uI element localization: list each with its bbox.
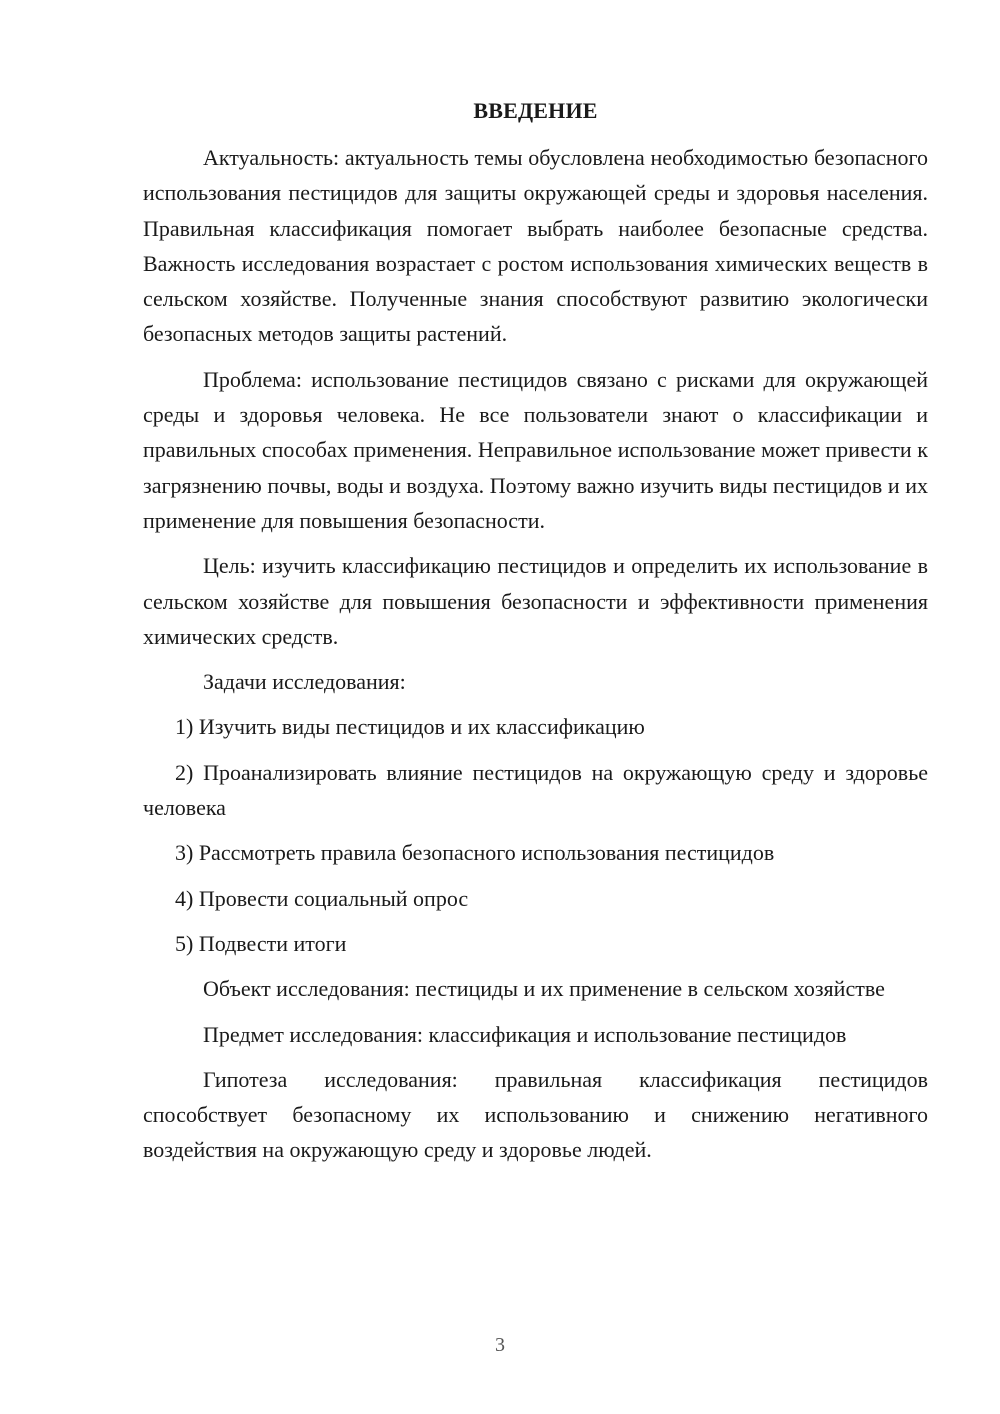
list-item: 5) Подвести итоги [175,930,347,956]
list-item: 1) Изучить виды пестицидов и их классификацию [175,714,645,740]
list-item: 3) Рассмотреть правила безопасного использования пестицидов [175,840,775,866]
list-item: 4) Провести социальный опрос [175,885,469,911]
page-title: ВВЕДЕНИЕ [473,98,598,123]
list-item: 2) Проанализировать влияние пестицидов на окружающую среду и здоровье человека [143,759,928,821]
page-number: 3 [495,1334,505,1356]
paragraph-problem: Проблема: использование пестицидов связано с рисками для окружающей среды и здоровья человека. Не все пользователи знают о классификации и правильных способах применения. Неправильное использование может привести к загрязнению почвы, воды и воздуха. Поэтому важно изучить виды пестицидов и их применение для повышения безопасности. [143,366,928,533]
paragraph-hypothesis: Гипотеза исследования: правильная классификация пестицидов способствует безопасному их использованию и снижению негативного воздействия на окружающую среду и здоровье людей. [143,1066,928,1163]
paragraph-tasks-heading: Задачи исследования: [203,669,406,695]
paragraph-goal: Цель: изучить классификацию пестицидов и определить их использование в сельском хозяйстве для повышения безопасности и эффективности применения химических средств. [143,553,928,649]
paragraph-relevance: Актуальность: актуальность темы обусловлена необходимостью безопасного использования пестицидов для защиты окружающей среды и здоровья населения. Правильная классификация помогает выбрать наиболее безопасные средства. Важность исследования возрастает с ростом использования химических веществ в сельском хозяйстве. Полученные знания способствуют развитию экологически безопасных методов защиты растений. [143,145,928,347]
document-page [143,93,928,1178]
paragraph-subject: Предмет исследования: классификация и использование пестицидов [203,1021,847,1047]
paragraph-object: Объект исследования: пестициды и их применение в сельском хозяйстве [203,976,885,1002]
